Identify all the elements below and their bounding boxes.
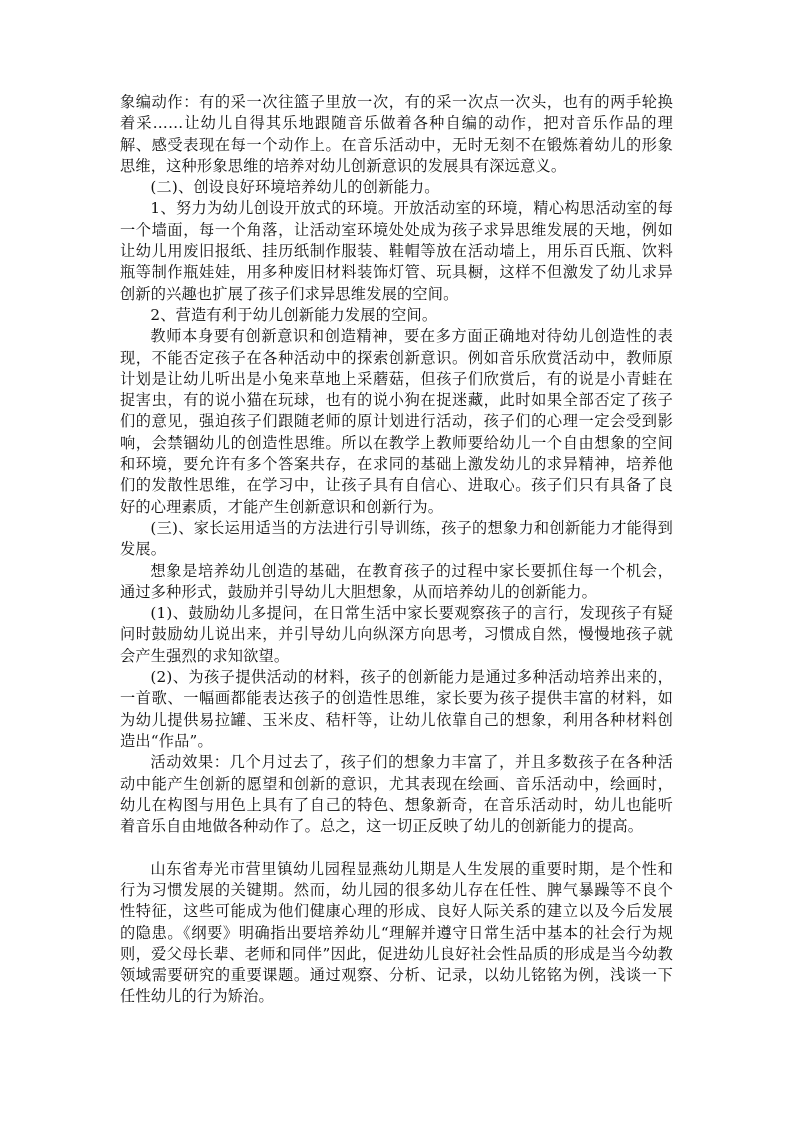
- paragraph-teacher-innovation: 教师本身要有创新意识和创造精神，要在多方面正确地对待幼儿创造性的表现，不能否定孩子在各种活动中的探索创新意识。例如音乐欣赏活动中，教师原计划是让幼儿听出是小兔来草地上采蘑菇，但孩子们欣赏后，有的说是小青蛙在捉害虫，有的说小猫在玩球，也有的说小狗在捉迷藏，此时如果全部否定了孩子们的意见，强迫孩子们跟随老师的原计划进行活动，孩子们的心理一定会受到影响，会禁锢幼儿的创造性思维。所以在教学上教师要给幼儿一个自由想象的空间和环境，要允许有多个答案共存，在求同的基础上激发幼儿的求异精神，培养他们的发散性思维，在学习中，让孩子具有自信心、进取心。孩子们只有具备了良好的心理素质，才能产生创新意识和创新行为。: [120, 327, 673, 516]
- paragraph-imagination: 想象是培养幼儿创造的基础，在教育孩子的过程中家长要抓住每一个机会，通过多种形式，鼓励并引导幼儿大胆想象，从而培养幼儿的创新能力。: [120, 561, 673, 601]
- paragraph-image-thinking: 象编动作：有的采一次往篮子里放一次，有的采一次点一次头，也有的两手轮换着采……让幼儿自得其乐地跟随音乐做着各种自编的动作，把对音乐作品的理解、感受表现在每一个动作上。在音乐活动中，无时无刻不在锻炼着幼儿的形象思维，这种形象思维的培养对幼儿创新意识的发展具有深远意义。: [120, 93, 673, 175]
- paragraph-open-environment: 1、努力为幼儿创设开放式的环境。开放活动室的环境，精心构思活动室的每一个墙面，每一个角落，让活动室环境处处成为孩子求异思维发展的天地，例如让幼儿用废旧报纸、挂历纸制作服装、鞋帽等放在活动墙上，用乐百氏瓶、饮料瓶等制作瓶娃娃，用多种废旧材料装饰灯管、玩具橱，这样不但激发了幼儿求异创新的兴趣也扩展了孩子们求异思维发展的空间。: [120, 199, 673, 303]
- heading-section-three: (三)、家长运用适当的方法进行引导训练，孩子的想象力和创新能力才能得到发展。: [120, 518, 673, 559]
- heading-section-two: (二)、创设良好环境培养幼儿的创新能力。: [150, 178, 440, 197]
- paragraph-willful-children: 山东省寿光市营里镇幼儿园程显燕幼儿期是人生发展的重要时期，是个性和行为习惯发展的关键期。然而，幼儿园的很多幼儿存在任性、脾气暴躁等不良个性特征，这些可能成为他们健康心理的形成、良好人际关系的建立以及今后发展的隐患。《纲要》明确指出要培养幼儿“理解并遵守日常生活中基本的社会行为规则，爱父母长辈、老师和同伴”因此，促进幼儿良好社会性品质的形成是当今幼教领域需要研究的重要课题。通过观察、分析、记录，以幼儿铭铭为例，浅谈一下任性幼儿的行为矫治。: [120, 859, 673, 1006]
- paragraph-provide-materials: (2)、为孩子提供活动的材料，孩子的创新能力是通过多种活动培养出来的，一首歌、一幅画都能表达孩子的创造性思维，家长要为孩子提供丰富的材料，如为幼儿提供易拉罐、玉米皮、秸杆等，让幼儿依靠自己的想象，利用各种材料创造出“作品”。: [120, 668, 673, 750]
- heading-create-space: 2、营造有利于幼儿创新能力发展的空间。: [150, 305, 438, 324]
- document-body: [120, 92, 673, 1008]
- paragraph-encourage-questions: (1)、鼓励幼儿多提问，在日常生活中家长要观察孩子的言行，发现孩子有疑问时鼓励幼儿说出来，并引导幼儿向纵深方向思考，习惯成自然，慢慢地孩子就会产生强烈的求知欲望。: [120, 604, 673, 665]
- paragraph-activity-results: 活动效果：几个月过去了，孩子们的想象力丰富了，并且多数孩子在各种活动中能产生创新的愿望和创新的意识，尤其表现在绘画、音乐活动中，绘画时，幼儿在构图与用色上具有了自己的特色、想象新奇，在音乐活动时，幼儿也能听着音乐自由地做各种动作了。总之，这一切正反映了幼儿的创新能力的提高。: [120, 753, 673, 836]
